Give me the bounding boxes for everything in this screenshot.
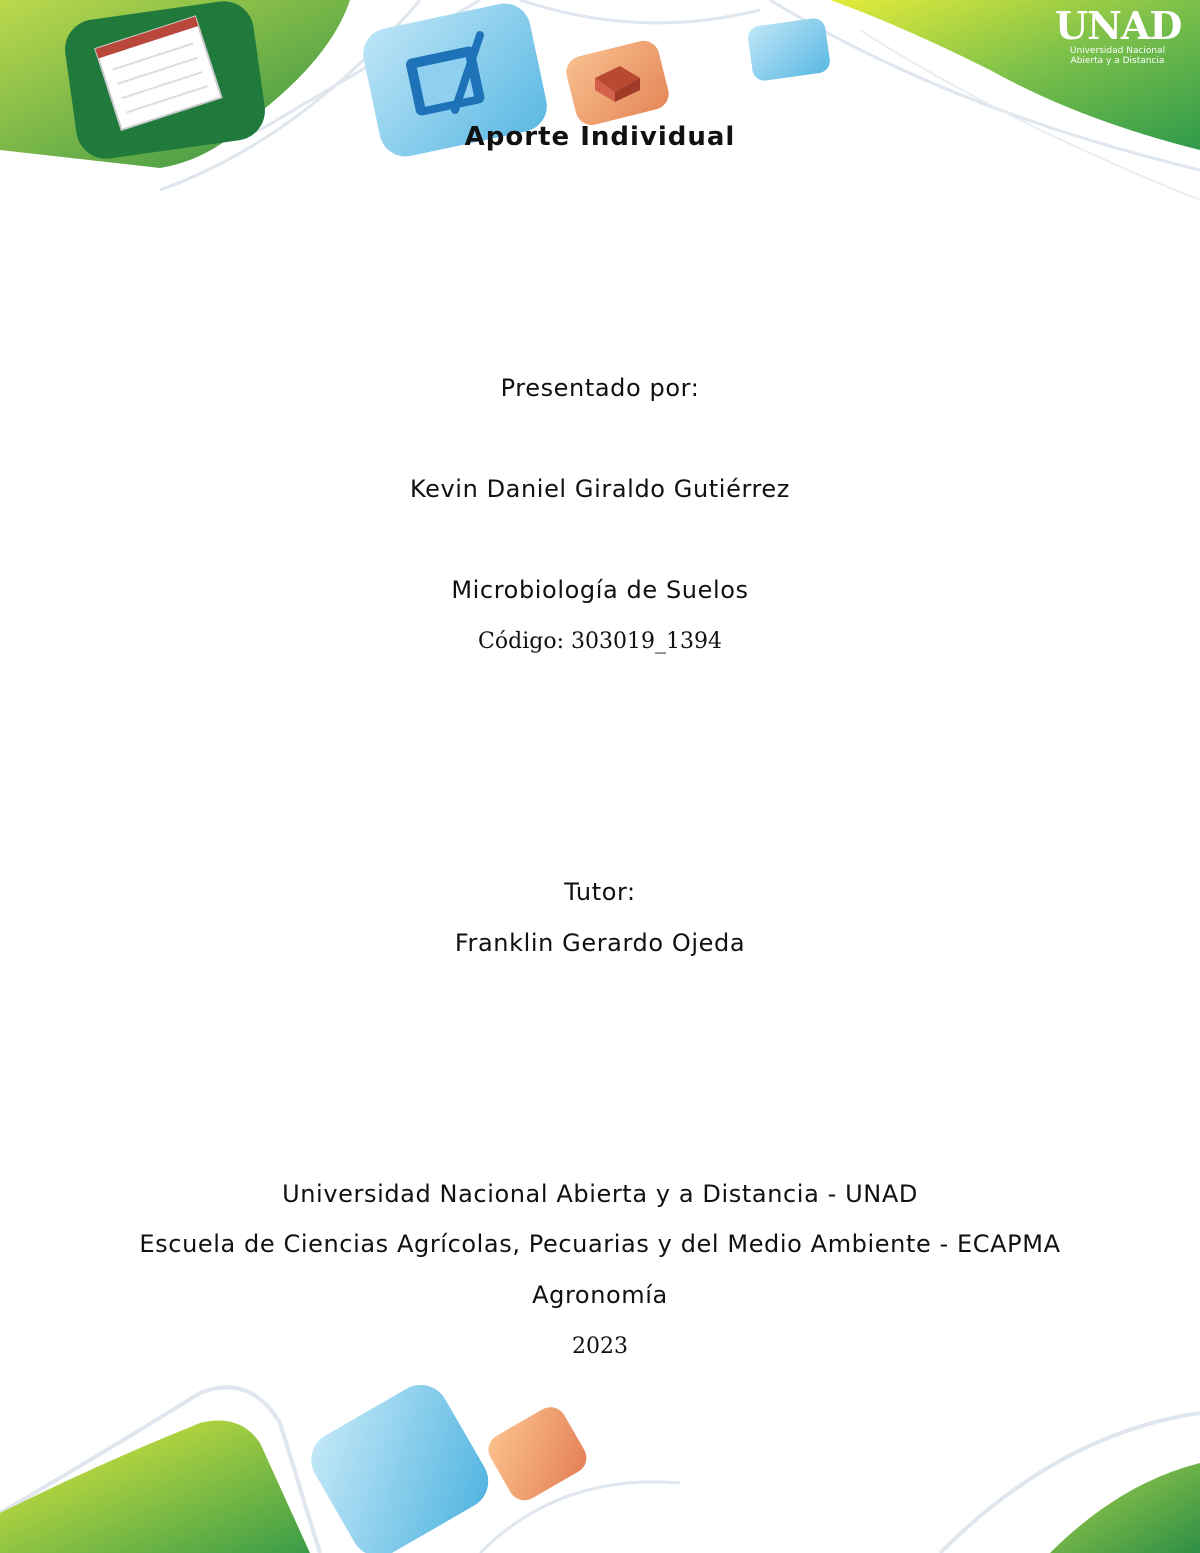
presented-by-label: Presentado por: bbox=[500, 374, 700, 402]
school-name: Escuela de Ciencias Agrícolas, Pecuarias y del Medio Ambiente - ECAPMA bbox=[139, 1230, 1061, 1258]
university-name: Universidad Nacional Abierta y a Distancia - UNAD bbox=[282, 1180, 918, 1208]
header-decoration bbox=[0, 0, 1200, 200]
course-code: Código: 303019_1394 bbox=[478, 629, 722, 654]
tutor-label: Tutor: bbox=[564, 878, 636, 906]
logo-subtitle-line1: Universidad Nacional bbox=[1069, 46, 1166, 56]
logo-mark: UNAD bbox=[1055, 3, 1182, 48]
document-year: 2023 bbox=[572, 1334, 628, 1359]
program-name: Agronomía bbox=[532, 1281, 668, 1309]
footer-decoration bbox=[0, 1363, 1200, 1553]
course-name: Microbiología de Suelos bbox=[451, 576, 749, 604]
student-name: Kevin Daniel Giraldo Gutiérrez bbox=[409, 475, 790, 503]
tutor-name: Franklin Gerardo Ojeda bbox=[454, 929, 746, 957]
unad-logo bbox=[1055, 3, 1182, 76]
logo-subtitle-line2: Abierta y a Distancia bbox=[1070, 56, 1165, 66]
document-title: Aporte Individual bbox=[464, 122, 736, 152]
